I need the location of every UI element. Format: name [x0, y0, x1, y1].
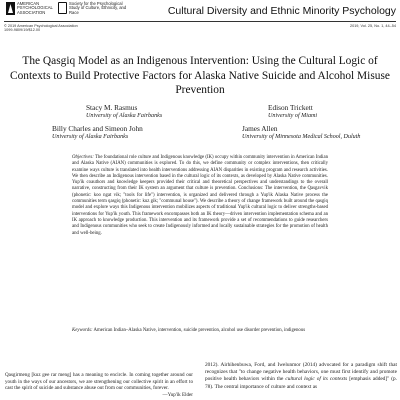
author-name: Edison Trickett	[268, 103, 313, 112]
author-name: Billy Charles and Simeon John	[52, 124, 143, 133]
publisher-logos	[4, 2, 164, 22]
journal-title: Cultural Diversity and Ethnic Minority Psychology	[167, 5, 396, 17]
author-name: James Allen	[242, 124, 278, 133]
volume-info: 2019, Vol. 25, No. 1, 44–54	[349, 24, 396, 28]
author-block	[268, 103, 317, 120]
copyright-line: © 2019 American Psychological Association	[4, 24, 78, 28]
society-logo-text: Society for the Psychological Study of Culture, Ethnicity, and Race	[69, 1, 127, 15]
author-affiliation: University of Alaska Fairbanks	[52, 134, 129, 140]
issn-line: 1099-9809/19/$12.00	[4, 28, 41, 33]
author-block	[52, 124, 143, 141]
epigraph-signature: —Yup'ik Elder	[162, 391, 193, 398]
abstract-text: The foundational role culture and Indigenous knowledge (IK) occupy within community intervention in American Indian and Alaska Native (AIAN) communities is explored. To do this, we define community or complex interventions, then critically examine ways culture is translated into health interventions addressing AIAN disparities in existing program and research activities. We then describe an Indigenous intervention based in the cultural logic of its contexts, as developed by Alaska Native communities. Yup'ik coauthors and knowledge keepers provided their critical and theoretical perspectives and understandings to the overall narrative, constructing from their IK system an argument that culture is prevention. Conclusions: The intervention, the Qasgavvik (phonetic: koo ngat vik; "tools for life") intervention, is organized and delivered through a Yup'ik Alaska Native process the communities term qasgiq (phonetic: kuz gik; "communal house"). We describe a theory of change framework built around the qasgiq model and explore ways this Indigenous intervention mobilizes aspects of traditional Yup'ik cultural logic to deliver strengths-based interventions for Yup'ik youth. This framework encompasses both an IK theory—driven intervention implementation schema and an IK approach to knowledge production. This intervention and its framework provide a set of recommendations to guide researchers and Indigenous communities who seek to create Indigenously informed and locally sustainable strategies for the promotion of health and well-being.	[72, 155, 328, 236]
body-text-part-2: [emphasis added]" (p. 78). The central importance of culture and context as	[205, 376, 398, 390]
abstract-lead: Objectives:	[72, 155, 94, 160]
article-title: The Qasgiq Model as an Indigenous Intervention: Using the Cultural Logic of Contexts to Build Protective Factors for Alaska Native Suicide and Alcohol Misuse Prevention	[10, 55, 390, 96]
author-block	[86, 103, 162, 120]
copyright-block	[4, 24, 78, 33]
journal-header	[4, 2, 396, 32]
apa-logo-text: AMERICAN PSYCHOLOGICAL ASSOCIATION	[17, 1, 53, 15]
author-block	[242, 124, 360, 141]
body-text-part-1: 2012). Airhihenbuwa, Ford, and Iwelunmor (2014) advocated for a paradigm shift that recognizes that "to change negative health behaviors, one must first identify and promote positive health behaviors within the	[205, 362, 397, 383]
author-name: Stacy M. Rasmus	[86, 103, 138, 112]
keywords-lead: Keywords:	[72, 328, 93, 333]
keywords-text: American Indian–Alaska Native, intervention, suicide prevention, alcohol use disorder prevention, indigenous	[92, 328, 306, 333]
body-text-right	[205, 362, 397, 391]
keywords	[72, 328, 328, 334]
author-affiliation: University of Miami	[268, 113, 318, 119]
author-affiliation: University of Minnesota Medical School, Duluth	[242, 134, 361, 140]
epigraph	[5, 372, 193, 398]
society-logo-icon	[58, 2, 67, 14]
apa-logo-icon	[6, 2, 15, 15]
body-text-emphasis: cultural logic of its contexts	[285, 376, 348, 383]
author-affiliation: University of Alaska Fairbanks	[86, 113, 163, 119]
abstract	[72, 155, 328, 237]
header-rule	[4, 21, 396, 22]
epigraph-text: Qasgirmeng [kuz gee rar meng] has a meaning to encircle. In coming together around our youth in the ways of our ancestors, we are strengthening our collective spirit in an effort to cast the spirit of suicide and substance abuse out from our communities, forever.	[5, 372, 193, 392]
